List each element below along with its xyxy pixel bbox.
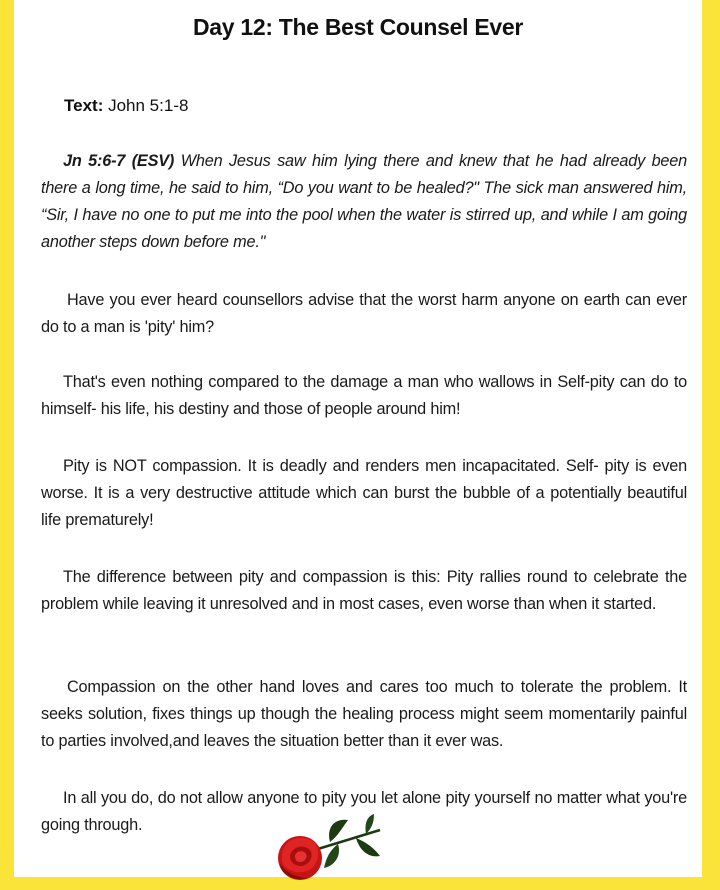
rose-icon xyxy=(268,812,388,884)
paragraph: Compassion on the other hand loves and cares too much to tolerate the problem. It seeks solution, fixes things up though the healing process might seem momentarily painful to parties involved,and leaves the situation better than it ever was. xyxy=(41,678,687,750)
devotional-page xyxy=(14,0,702,877)
text-value: John 5:1-8 xyxy=(108,96,189,115)
verse-paragraph xyxy=(41,148,687,256)
paragraph: That's even nothing compared to the damage a man who wallows in Self-pity can do to himself- his life, his destiny and those of people around him! xyxy=(41,373,687,418)
verse-ref: Jn 5:6-7 (ESV) xyxy=(63,152,175,170)
paragraph: In all you do, do not allow anyone to pity you let alone pity yourself no matter what you're going through. xyxy=(41,789,687,834)
page-title: Day 12: The Best Counsel Ever xyxy=(192,14,524,40)
text-label: Text: xyxy=(64,96,104,115)
paragraph: Pity is NOT compassion. It is deadly and renders men incapacitated. Self- pity is even worse. It is a very destructive attitude which can burst the bubble of a potentially beautiful life prematurely! xyxy=(41,457,687,529)
verse-body: When Jesus saw him lying there and knew that he had already been there a long time, he said to him, “Do you want to be healed?" The sick man answered him, “Sir, I have no one to put me into the pool when the water is stirred up, and while I am going another steps down before me." xyxy=(41,152,687,251)
paragraph: The difference between pity and compassion is this: Pity rallies round to celebrate the problem while leaving it unresolved and in most cases, even worse than when it started. xyxy=(41,568,687,613)
scripture-reference xyxy=(64,96,188,116)
paragraph: Have you ever heard counsellors advise that the worst harm anyone on earth can ever do to a man is 'pity' him? xyxy=(41,291,687,336)
